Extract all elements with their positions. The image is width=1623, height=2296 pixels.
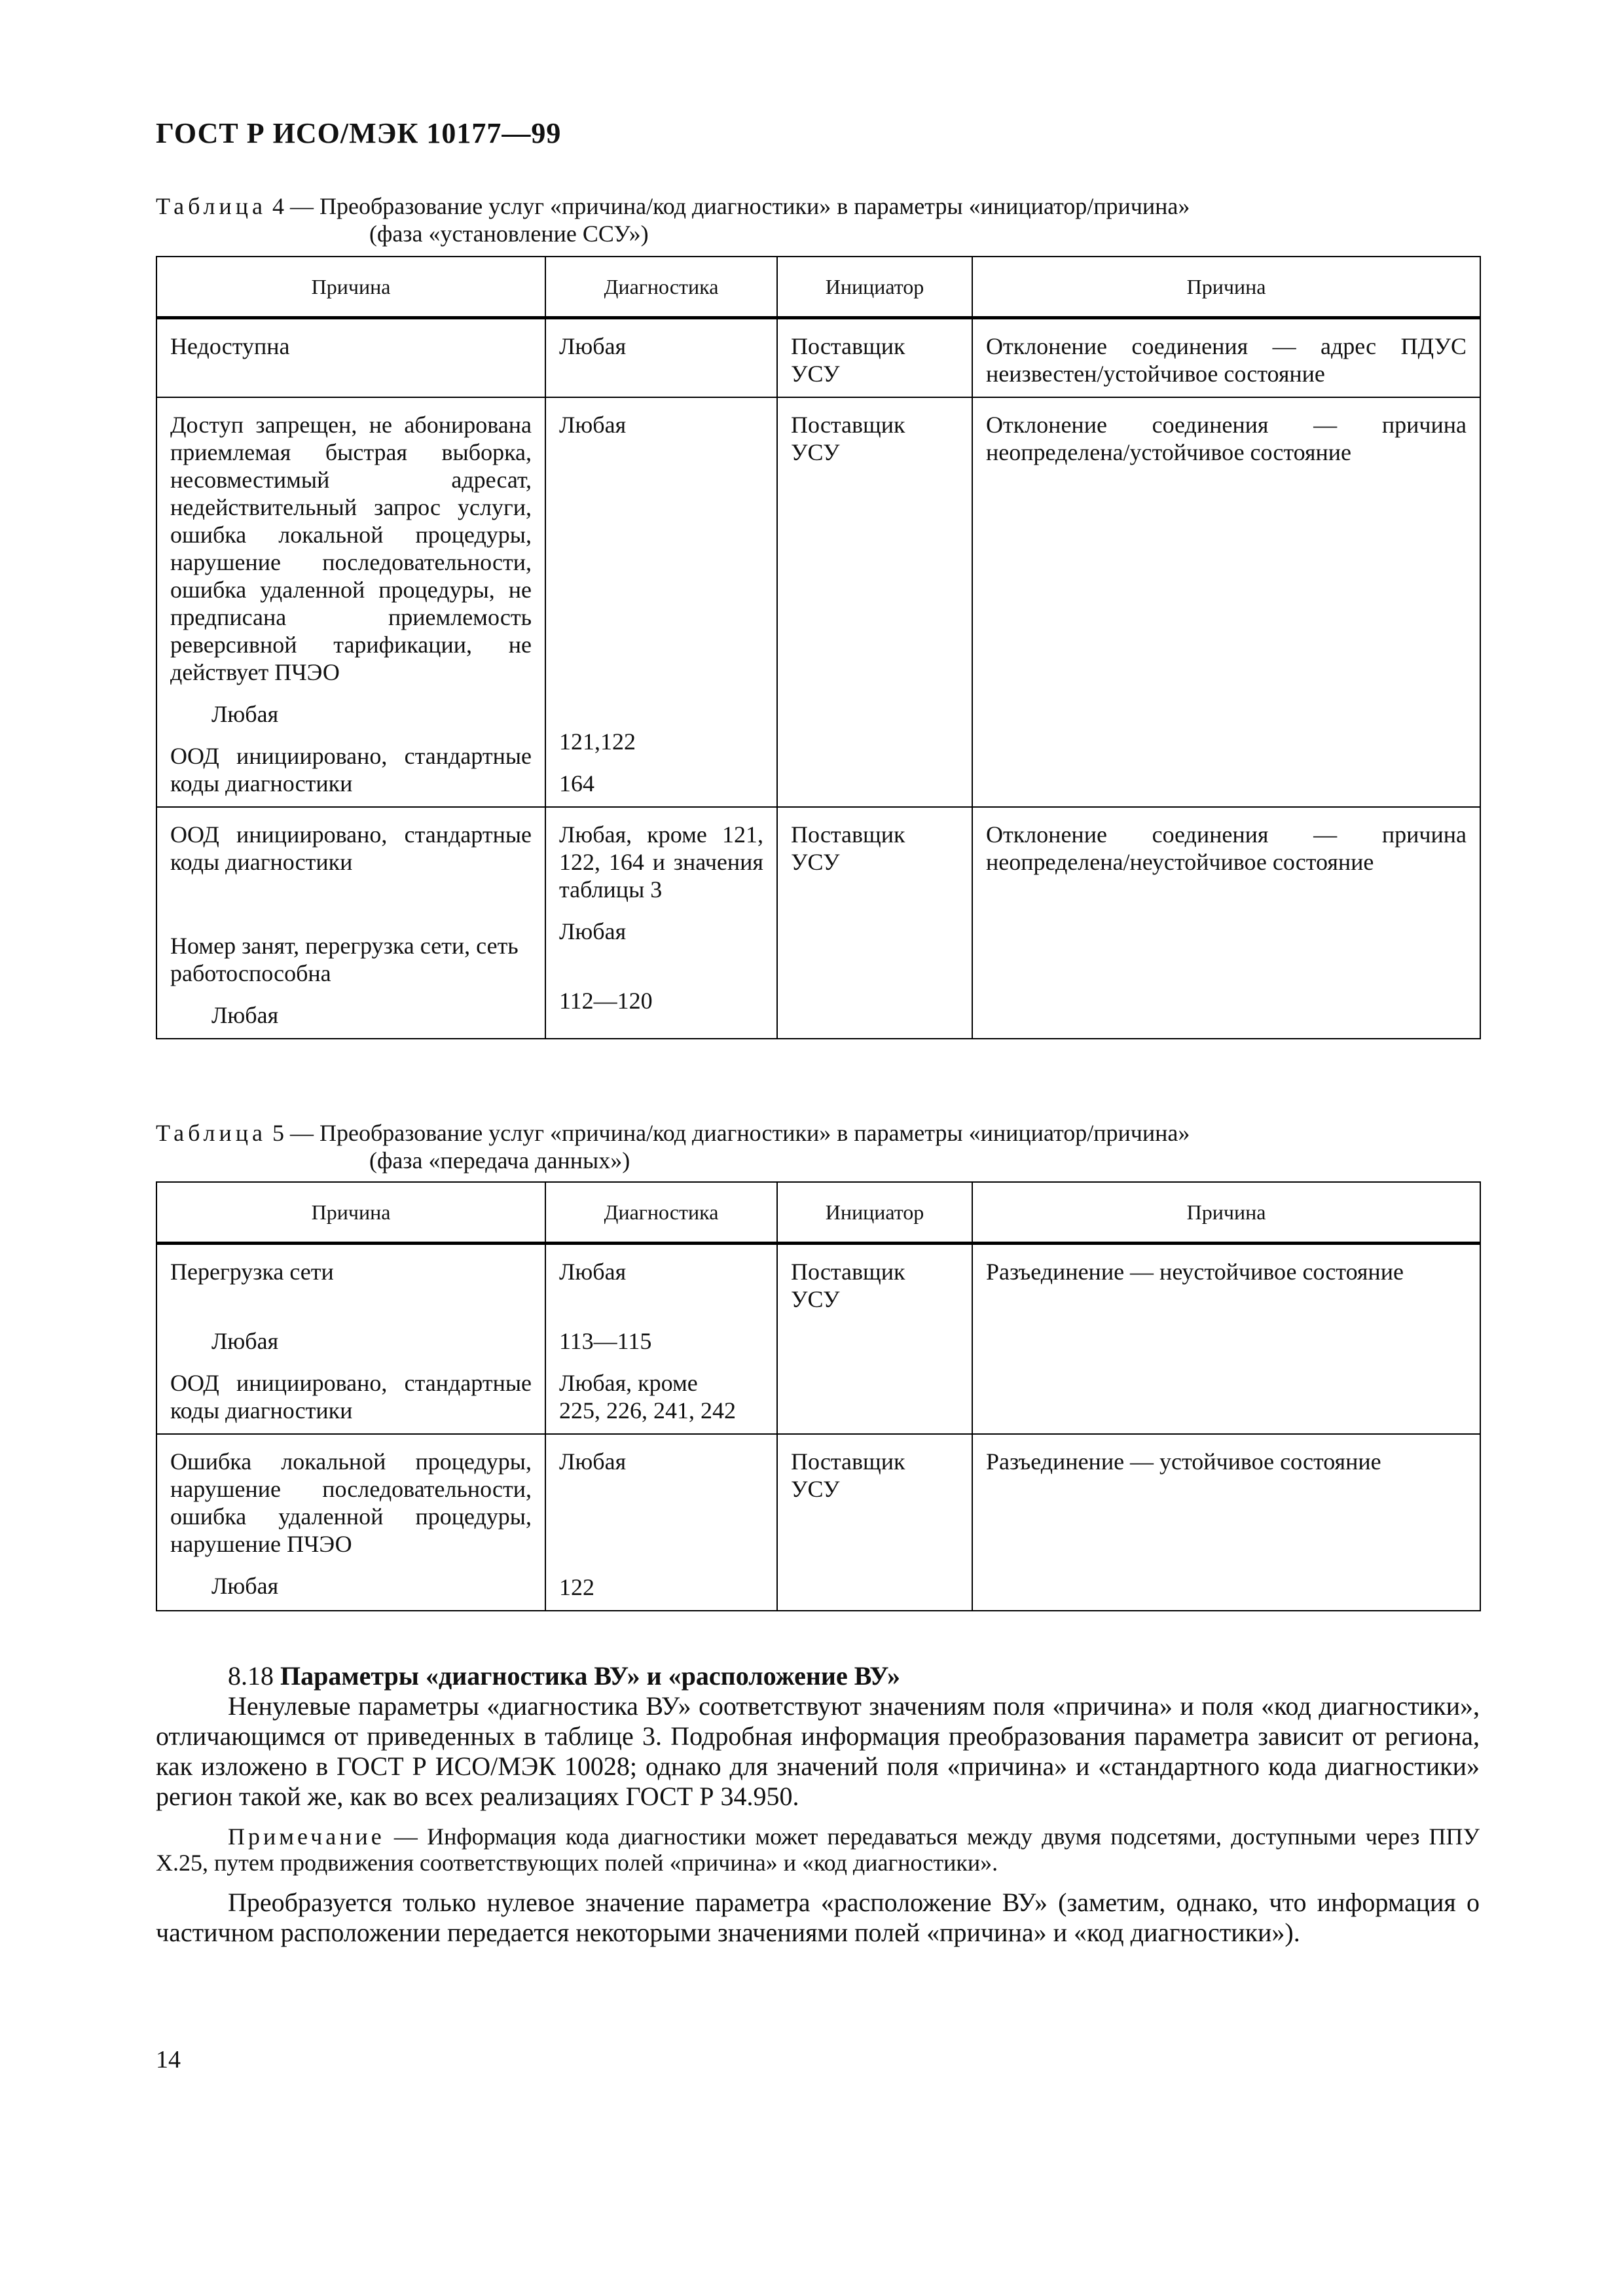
reason-cell (156, 318, 545, 398)
note (156, 1823, 1480, 1876)
note-label: Примечание (228, 1823, 385, 1850)
result-cell: Отклонение соединения — причина неопределена/устойчивое состояние (972, 397, 1480, 807)
table4 (156, 256, 1481, 1039)
reason-item: Любая (211, 1328, 279, 1354)
initiator-cell: Поставщик УСУ (777, 397, 972, 807)
diagnostics-item: 122 (559, 1574, 594, 1600)
diagnostics-item: 113—115 (559, 1328, 652, 1354)
result-cell: Разъединение — устойчивое состояние (972, 1434, 1480, 1611)
initiator-cell: Поставщик УСУ (777, 1244, 972, 1435)
reason-cell (156, 1244, 545, 1435)
column-header-reason: Причина (156, 1182, 545, 1244)
reason-item: Доступ запрещен, не абонирована приемлемая быстрая выборка, несовместимый адресат, недействительный запрос услуги, ошибка локальной процедуры, нарушение последовательности, ошибка удаленной процедуры, не предписана приемлемость реверсивной тарификации, не действует ПЧЭО (170, 412, 532, 685)
section-heading (156, 1661, 1480, 1691)
table4-caption-text: 4 — Преобразование услуг «причина/код диагностики» в параметры «инициатор/причина» (266, 193, 1190, 219)
reason-item: ООД инициировано, стандартные коды диагностики (170, 743, 532, 797)
table4-caption (156, 192, 1190, 247)
document-header: ГОСТ Р ИСО/МЭК 10177—99 (156, 117, 562, 149)
initiator-cell: Поставщик УСУ (777, 318, 972, 398)
section-title: Параметры «диагностика ВУ» и «расположение ВУ» (280, 1661, 900, 1691)
result-cell: Отклонение соединения — причина неопределена/неустойчивое состояние (972, 807, 1480, 1039)
reason-item: Номер занят, перегрузка сети, сеть работоспособна (170, 933, 519, 986)
section-number: 8.18 (228, 1661, 274, 1691)
reason-item: Любая (211, 1573, 279, 1599)
reason-item: Ошибка локальной процедуры, нарушение последовательности, ошибка удаленной процедуры, нарушение ПЧЭО (170, 1448, 532, 1557)
column-header-initiator: Инициатор (777, 257, 972, 318)
diagnostics-cell (545, 1434, 777, 1611)
reason-cell (156, 807, 545, 1039)
reason-item: Любая (211, 1002, 279, 1028)
diagnostics-item: Любая (559, 412, 627, 438)
column-header-result-reason: Причина (972, 1182, 1480, 1244)
reason-item: ООД инициировано, стандартные коды диагностики (170, 1370, 532, 1424)
diagnostics-item: Любая, кроме 225, 226, 241, 242 (559, 1370, 736, 1424)
reason-item: Перегрузка сети (170, 1259, 334, 1285)
diagnostics-item: 121,122 (559, 728, 636, 755)
table-row (156, 397, 1480, 807)
table5-caption (156, 1119, 1190, 1174)
table5-header-row (156, 1182, 1480, 1244)
diagnostics-item: Любая (559, 918, 627, 944)
column-header-reason: Причина (156, 257, 545, 318)
table4-header-row (156, 257, 1480, 318)
table5-caption-text: 5 — Преобразование услуг «причина/код диагностики» в параметры «инициатор/причина» (266, 1120, 1190, 1146)
diagnostics-item: 164 (559, 770, 594, 797)
section-paragraph: Преобразуется только нулевое значение параметра «расположение ВУ» (заметим, однако, что информация о частичном расположении передается некоторыми значениями полей «причина» и «код диагностики»). (156, 1888, 1480, 1947)
reason-item: ООД инициировано, стандартные коды диагностики (170, 821, 532, 875)
table4-caption-subtitle: (фаза «установление ССУ») (369, 221, 649, 247)
section-8-18 (156, 1661, 1480, 1948)
column-header-diagnostics: Диагностика (545, 257, 777, 318)
table-row (156, 1244, 1480, 1435)
diagnostics-cell (545, 807, 777, 1039)
column-header-result-reason: Причина (972, 257, 1480, 318)
table-row (156, 1434, 1480, 1611)
initiator-cell: Поставщик УСУ (777, 807, 972, 1039)
reason-cell (156, 1434, 545, 1611)
diagnostics-item: Любая (559, 333, 627, 359)
reason-item: Любая (211, 701, 279, 727)
result-cell: Разъединение — неустойчивое состояние (972, 1244, 1480, 1435)
diagnostics-item: Любая, кроме 121, 122, 164 и значения таблицы 3 (559, 821, 763, 903)
diagnostics-cell (545, 397, 777, 807)
section-paragraph: Ненулевые параметры «диагностика ВУ» соответствуют значениям поля «причина» и поля «код диагностики», отличающимся от приведенных в таблице 3. Подробная информация преобразования параметра зависит от региона, как изложено в ГОСТ Р ИСО/МЭК 10028; однако для значений поля «причина» и «стандартного кода диагностики» регион такой же, как во всех реализациях ГОСТ Р 34.950. (156, 1691, 1480, 1811)
initiator-cell: Поставщик УСУ (777, 1434, 972, 1611)
table5 (156, 1181, 1481, 1611)
table5-caption-subtitle: (фаза «передача данных») (369, 1147, 630, 1174)
diagnostics-item: Любая (559, 1259, 627, 1285)
note-text: — Информация кода диагностики может передаваться между двумя подсетями, доступными через ППУ Х.25, путем продвижения соответствующих полей «причина» и «код диагностики». (156, 1823, 1480, 1876)
diagnostics-item: Любая (559, 1448, 627, 1475)
diagnostics-cell (545, 1244, 777, 1435)
result-cell: Отклонение соединения — адрес ПДУС неизвестен/устойчивое состояние (972, 318, 1480, 398)
column-header-diagnostics: Диагностика (545, 1182, 777, 1244)
reason-item: Недоступна (170, 333, 290, 359)
page-number: 14 (156, 2046, 181, 2073)
table-row (156, 807, 1480, 1039)
table-row (156, 318, 1480, 398)
reason-cell (156, 397, 545, 807)
column-header-initiator: Инициатор (777, 1182, 972, 1244)
table4-caption-label: Таблица (156, 193, 266, 219)
diagnostics-item: 112—120 (559, 988, 653, 1014)
table5-caption-label: Таблица (156, 1120, 266, 1146)
diagnostics-cell (545, 318, 777, 398)
